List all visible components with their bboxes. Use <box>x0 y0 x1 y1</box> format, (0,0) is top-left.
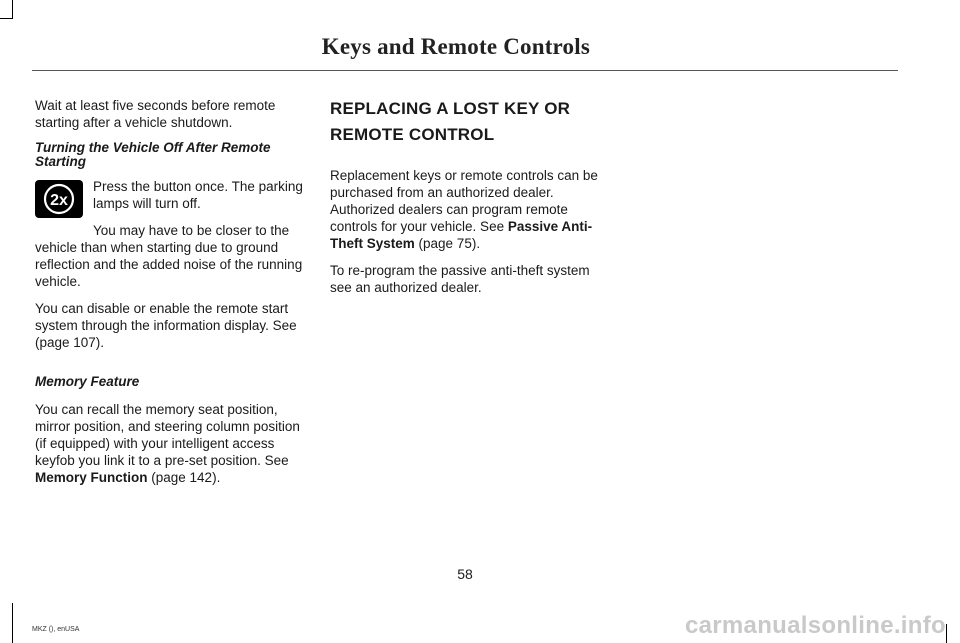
paragraph-replacement <box>330 167 602 252</box>
paragraph-replacement-text: Replacement keys or remote controls can be purchased from an authorized dealer. Authorized dealers can program remote controls for your vehicle. See <box>330 168 598 234</box>
double-press-icon-label: 2x <box>50 192 68 209</box>
double-press-icon <box>35 180 83 218</box>
icon-instruction <box>35 178 307 218</box>
passive-anti-theft-link[interactable]: Passive Anti-Theft System <box>330 219 593 251</box>
paragraph-memory-text: You can recall the memory seat position, mirror position, and steering column position (if equipped) with your intelligent access keyfob you link it to a pre-set position. See <box>35 402 300 468</box>
section-heading <box>330 97 602 147</box>
paragraph-memory <box>35 401 307 486</box>
subheading-turning-off: Turning the Vehicle Off After Remote Starting <box>35 140 271 169</box>
section-heading-line2: REMOTE CONTROL <box>330 125 495 144</box>
paragraph-replacement-page: (page 75). <box>414 236 481 251</box>
paragraph-reprogram: To re-program the passive anti-theft system see an authorized dealer. <box>330 263 590 295</box>
watermark: carmanualsonline.info <box>684 612 946 639</box>
crop-mark <box>12 603 13 643</box>
middle-column <box>330 97 602 306</box>
crop-mark <box>0 18 13 19</box>
header-divider <box>32 70 898 71</box>
footer-code: MKZ (), enUSA <box>32 626 80 633</box>
paragraph-memory-page: (page 142). <box>147 470 221 485</box>
page-number: 58 <box>457 566 473 582</box>
crop-mark <box>946 624 947 643</box>
crop-mark <box>12 0 13 18</box>
paragraph-disable: You can disable or enable the remote start system through the information display. See (page 107). <box>35 301 297 350</box>
page-title: Keys and Remote Controls <box>321 34 590 59</box>
paragraph-wait: Wait at least five seconds before remote starting after a vehicle shutdown. <box>35 98 276 130</box>
memory-function-link[interactable]: Memory Function <box>35 470 148 485</box>
left-column <box>35 97 307 496</box>
icon-instruction-text: Press the button once. The parking lamps will turn off. <box>93 179 303 211</box>
subheading-memory: Memory Feature <box>35 374 140 389</box>
paragraph-closer: You may have to be closer to the vehicle than when starting due to ground reflection and the added noise of the running vehicle. <box>35 223 303 289</box>
section-heading-line1: REPLACING A LOST KEY OR <box>330 99 571 118</box>
